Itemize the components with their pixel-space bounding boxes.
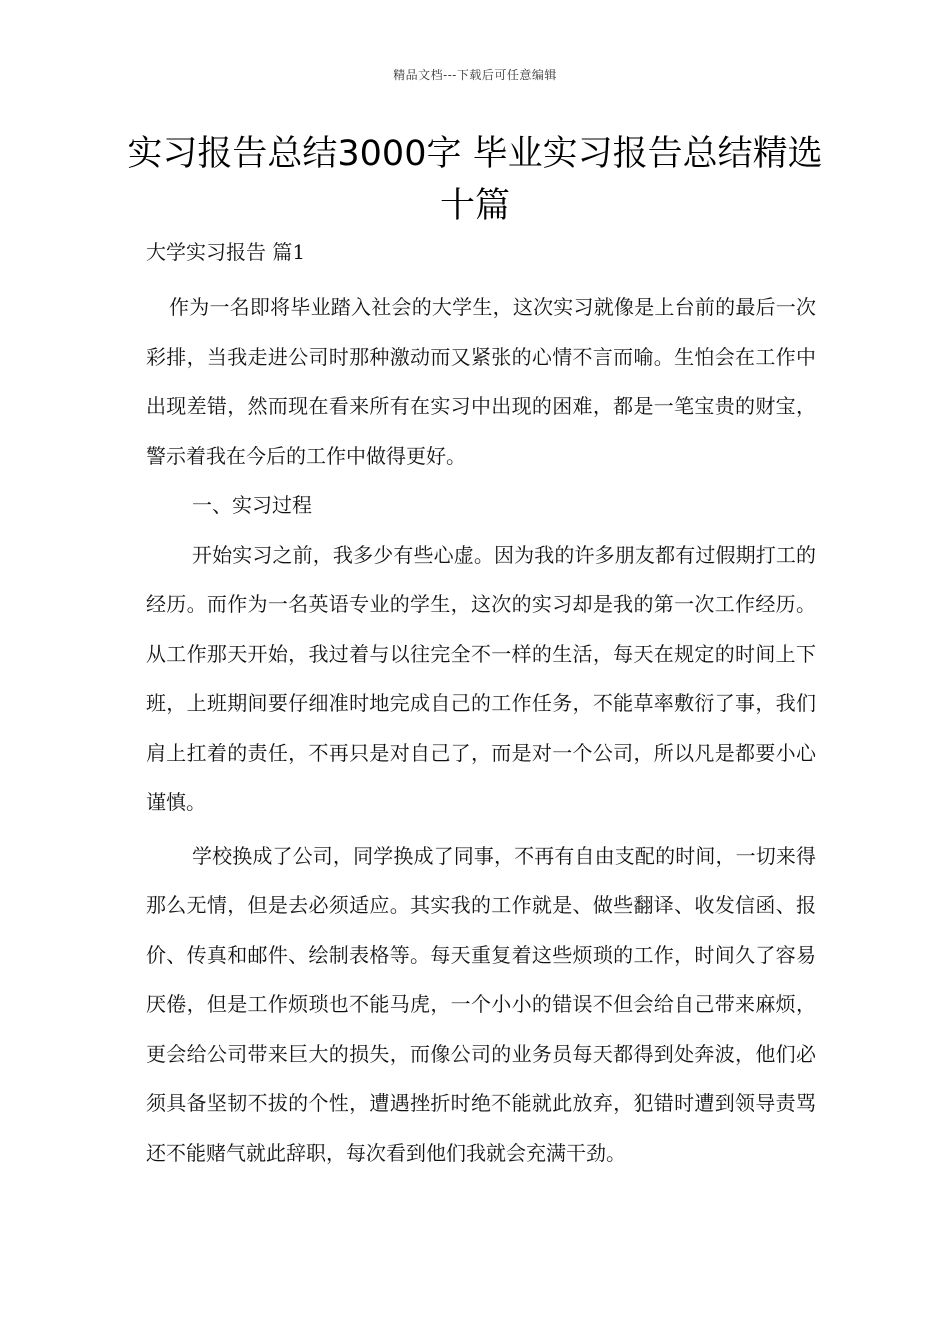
section-subtitle: 大学实习报告 篇1 bbox=[146, 240, 306, 264]
paragraph-process-2: 学校换成了公司，同学换成了同事，不再有自由支配的时间，一切来得那么无情，但是去必须适应。其实我的工作就是、做些翻译、收发信函、报价、传真和邮件、绘制表格等。每天重复着这些烦琐的工作，时间久了容易厌倦，但是工作烦琐也不能马虎，一个小小的错误不但会给自己带来麻烦，更会给公司带来巨大的损失，而像公司的业务员每天都得到处奔波，他们必须具备坚韧不拔的个性，遭遇挫折时绝不能就此放弃，犯错时遭到领导责骂还不能赌气就此辞职，每次看到他们我就会充满干劲。 bbox=[146, 843, 816, 1165]
document-title: 实习报告总结3000字 毕业实习报告总结精选十篇 bbox=[127, 134, 823, 226]
header-note: 精品文档---下载后可任意编辑 bbox=[393, 68, 557, 82]
section-heading: 一、实习过程 bbox=[192, 493, 312, 517]
paragraph-process-1: 开始实习之前，我多少有些心虚。因为我的许多朋友都有过假期打工的经历。而作为一名英语专业的学生，这次的实习却是我的第一次工作经历。从工作那天开始，我过着与以往完全不一样的生活，每天在规定的时间上下班，上班期间要仔细准时地完成自己的工作任务，不能草率敷衍了事，我们肩上扛着的责任，不再只是对自己了，而是对一个公司，所以凡是都要小心谨慎。 bbox=[146, 542, 816, 814]
document-body bbox=[146, 283, 816, 1178]
paragraph-intro: 作为一名即将毕业踏入社会的大学生，这次实习就像是上台前的最后一次彩排，当我走进公司时那种激动而又紧张的心情不言而喻。生怕会在工作中出现差错，然而现在看来所有在实习中出现的困难，都是一笔宝贵的财宝，警示着我在今后的工作中做得更好。 bbox=[146, 295, 816, 468]
